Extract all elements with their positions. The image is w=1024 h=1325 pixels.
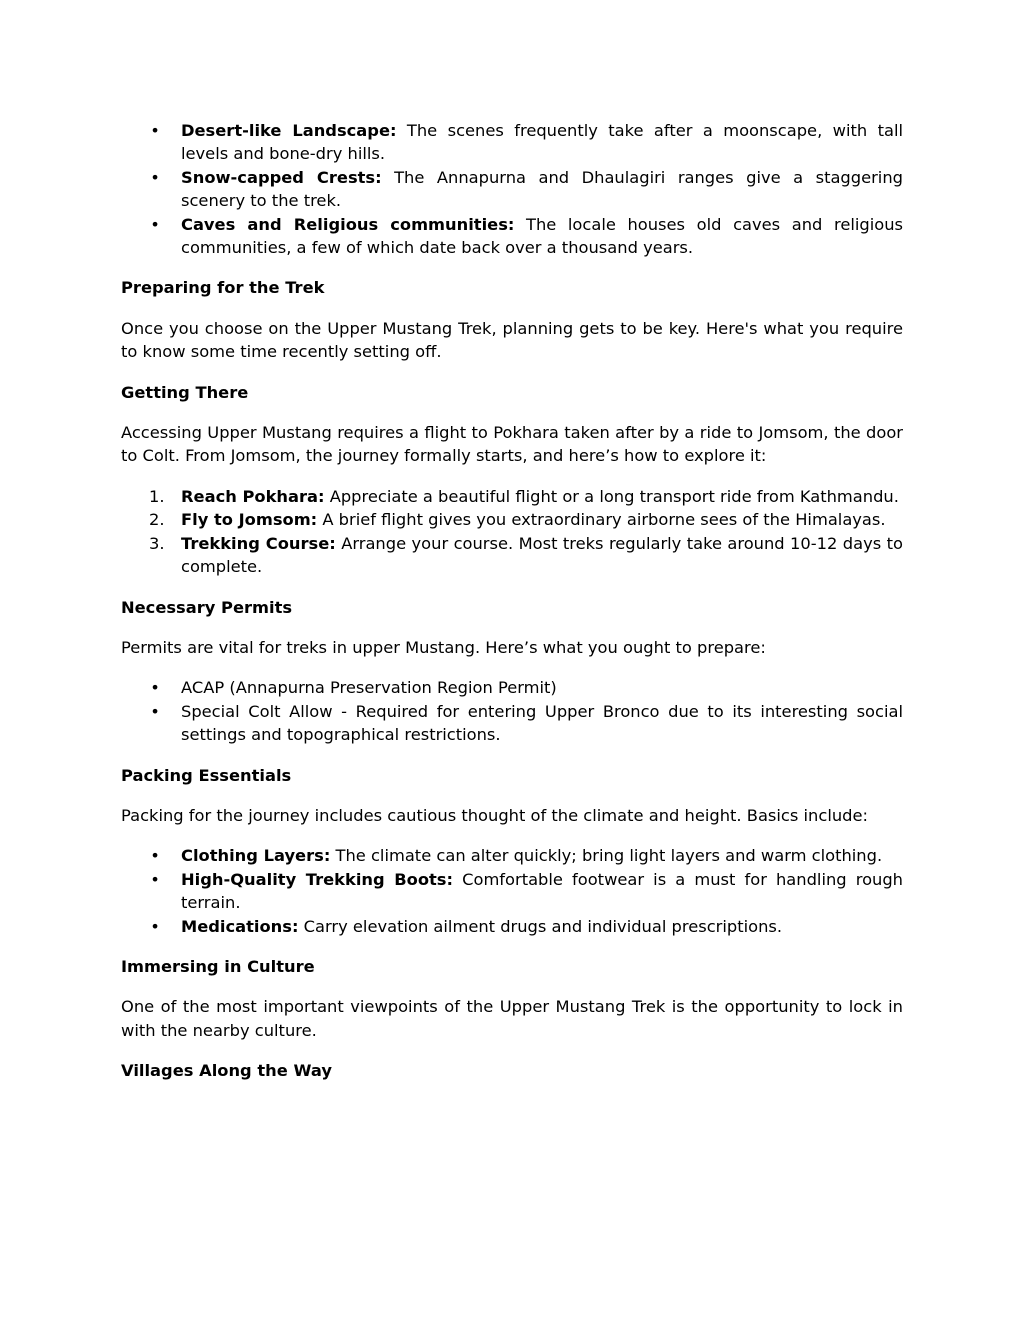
bullet-marker: • bbox=[150, 214, 160, 234]
list-item bbox=[149, 508, 903, 531]
bullet-marker: • bbox=[150, 167, 160, 187]
preparing-paragraph: Once you choose on the Upper Mustang Trek, planning gets to be key. Here's what you require to know some time recently setting off. bbox=[121, 318, 903, 362]
list-item-text: The Annapurna and Dhaulagiri ranges give a staggering scenery to the trek. bbox=[181, 167, 903, 211]
step-number: 2. bbox=[149, 510, 165, 530]
list-item-text: The climate can alter quickly; bring light layers and warm clothing. bbox=[330, 846, 883, 866]
list-item bbox=[150, 700, 903, 747]
list-item bbox=[150, 676, 903, 699]
list-item-term: Medications: bbox=[181, 916, 299, 936]
list-item-term: Trekking Course: bbox=[181, 533, 336, 553]
getting-there-heading: Getting There bbox=[121, 382, 249, 402]
list-item-term: Caves and Religious communities: bbox=[181, 214, 515, 234]
list-item bbox=[149, 485, 903, 508]
list-item bbox=[149, 532, 903, 579]
list-item bbox=[150, 868, 904, 915]
list-item bbox=[150, 915, 903, 938]
list-item-text: The scenes frequently take after a moonscape, with tall levels and bone-dry hills. bbox=[181, 121, 904, 164]
list-item bbox=[150, 213, 904, 260]
list-item-term: Reach Pokhara: bbox=[181, 486, 325, 506]
list-item-text: Appreciate a beautiful flight or a long transport ride from Kathmandu. bbox=[324, 486, 899, 506]
permits-paragraph: Permits are vital for treks in upper Mustang. Here’s what you ought to prepare: bbox=[121, 637, 766, 657]
list-item-term: High-Quality Trekking Boots: bbox=[181, 869, 454, 889]
packing-heading: Packing Essentials bbox=[121, 765, 292, 785]
bullet-marker: • bbox=[150, 846, 160, 866]
getting-there-paragraph: Accessing Upper Mustang requires a flight to Pokhara taken after by a ride to Jomsom, the door to Colt. From Jomsom, the journey formally starts, and here’s how to explore it: bbox=[121, 423, 903, 466]
list-item-text: Arrange your course. Most treks regularly take around 10-12 days to complete. bbox=[181, 533, 903, 577]
list-item-term: Desert-like Landscape: bbox=[181, 121, 397, 140]
list-item-text: Carry elevation ailment drugs and individual prescriptions. bbox=[298, 916, 783, 936]
list-item bbox=[150, 166, 903, 213]
list-item-text: A brief flight gives you extraordinary airborne sees of the Himalayas. bbox=[317, 510, 886, 530]
bullet-marker: • bbox=[150, 678, 160, 698]
culture-heading: Immersing in Culture bbox=[121, 956, 315, 976]
culture-paragraph: One of the most important viewpoints of the Upper Mustang Trek is the opportunity to lock in with the nearby culture. bbox=[121, 997, 903, 1040]
list-item-text: The locale houses old caves and religious communities, a few of which date back over a thousand years. bbox=[181, 214, 904, 258]
villages-heading: Villages Along the Way bbox=[121, 1061, 332, 1081]
list-item-text: ACAP (Annapurna Preservation Region Permit) bbox=[181, 678, 557, 698]
bullet-marker: • bbox=[150, 869, 160, 889]
step-number: 3. bbox=[149, 533, 165, 553]
bullet-marker: • bbox=[150, 916, 160, 936]
packing-list bbox=[121, 844, 903, 938]
list-item-term: Fly to Jomsom: bbox=[181, 510, 318, 530]
route-steps-list bbox=[121, 485, 903, 579]
document-page bbox=[121, 119, 903, 1100]
bullet-marker: • bbox=[150, 701, 160, 721]
list-item bbox=[150, 119, 904, 166]
step-number: 1. bbox=[149, 486, 165, 506]
permits-heading: Necessary Permits bbox=[121, 597, 293, 617]
list-item bbox=[150, 844, 903, 867]
bullet-marker: • bbox=[150, 121, 160, 140]
packing-paragraph: Packing for the journey includes cautious thought of the climate and height. Basics include: bbox=[121, 805, 869, 825]
permits-list bbox=[121, 676, 903, 746]
landscape-features-list bbox=[121, 119, 903, 259]
list-item-term: Clothing Layers: bbox=[181, 846, 331, 866]
preparing-heading: Preparing for the Trek bbox=[121, 278, 325, 298]
list-item-term: Snow-capped Crests: bbox=[181, 167, 382, 187]
list-item-text: Comfortable footwear is a must for handling rough terrain. bbox=[181, 869, 904, 913]
list-item-text: Special Colt Allow - Required for entering Upper Bronco due to its interesting social settings and topographical restrictions. bbox=[181, 701, 903, 745]
